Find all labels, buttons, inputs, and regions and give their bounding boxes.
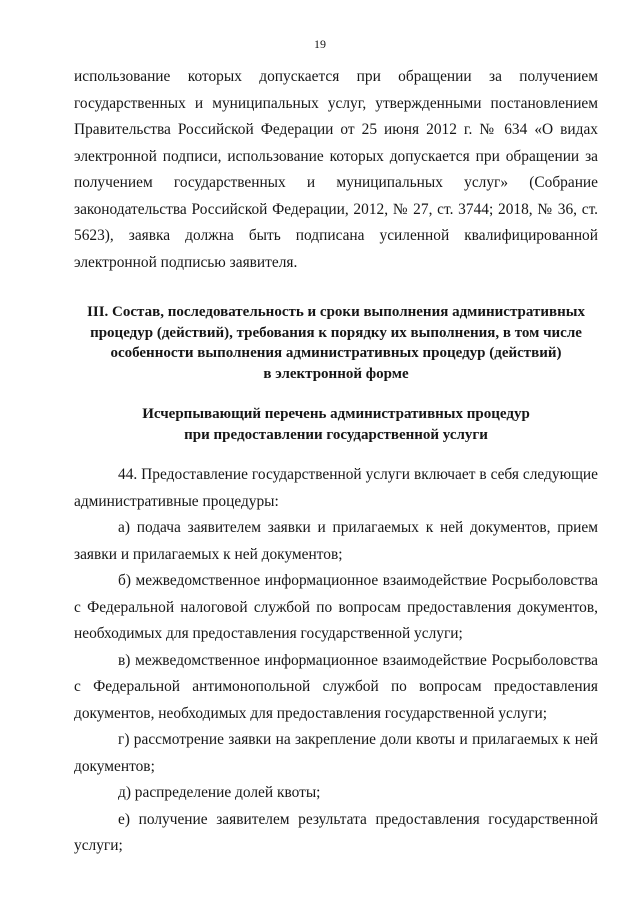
subsection-heading xyxy=(74,404,598,445)
intro-block xyxy=(74,64,598,276)
paragraph-44: 44. Предоставление государственной услуги включает в себя следующие административные процедуры: xyxy=(74,466,598,510)
section-heading-line-4: в электронной форме xyxy=(263,365,409,382)
page-number: 19 xyxy=(314,37,326,51)
list-item-e: е) получение заявителем результата предоставления государственной услуги; xyxy=(74,810,598,854)
subsection-heading-line-2: при предоставлении государственной услуги xyxy=(184,426,488,443)
intro-paragraph: использование которых допускается при обращении за получением государственных и муниципальных услуг, утвержденными постановлением Правительства Российской Федерации от 25 июня 2012 г. № 634 «О видах электронной подписи, использование которых допускается при обращении за получением государственных и муниципальных услуг» (Собрание законодательства Российской Федерации, 2012, № 27, ст. 3744; 2018, № 36, ст. 5623), заявка должна быть подписана усиленной квалифицированной электронной подписью заявителя. xyxy=(74,68,598,271)
list-item-a: а) подача заявителем заявки и прилагаемых к ней документов, прием заявки и прилагаемых к ней документов; xyxy=(74,519,598,563)
list-item-v: в) межведомственное информационное взаимодействие Росрыболовства с Федеральной антимонопольной службой по вопросам предоставления документов, необходимых для предоставления государственной услуги; xyxy=(74,651,598,722)
section-heading-line-1: III. Состав, последовательность и сроки выполнения административных xyxy=(87,304,585,320)
list-item-g: г) рассмотрение заявки на закрепление доли квоты и прилагаемых к ней документов; xyxy=(74,731,598,775)
section-heading-line-3: особенности выполнения административных процедур (действий) xyxy=(110,345,562,361)
list-item-b: б) межведомственное информационное взаимодействие Росрыболовства с Федеральной налоговой службой по вопросам предоставления документов, необходимых для предоставления государственной услуги; xyxy=(74,572,598,642)
section-heading xyxy=(74,302,598,384)
subsection-heading-line-1: Исчерпывающий перечень административных процедур xyxy=(142,406,530,422)
list-item-d: д) распределение долей квоты; xyxy=(118,784,321,801)
procedures-block xyxy=(74,462,598,860)
section-heading-line-2: процедур (действий), требования к порядку их выполнения, в том числе xyxy=(90,324,582,341)
